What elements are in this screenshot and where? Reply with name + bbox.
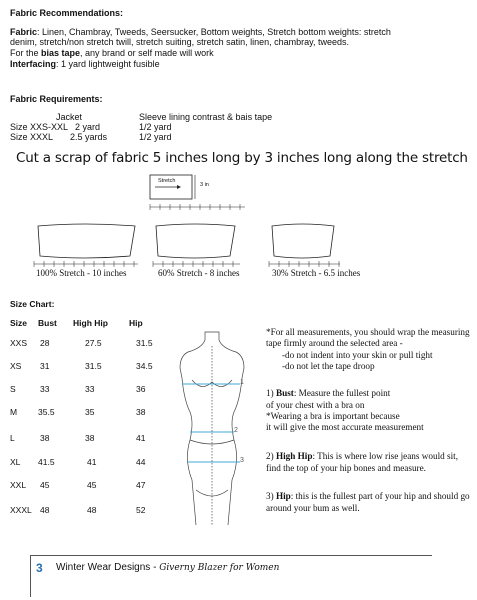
col-jacket: Jacket: [56, 112, 83, 122]
bias-pre: For the: [10, 48, 42, 58]
size-chart-heading: Size Chart:: [10, 299, 55, 309]
req-row-lining: 1/2 yard: [139, 132, 172, 142]
hip-cell: 44: [136, 457, 146, 467]
req-row-jacket: 2.5 yards: [70, 132, 108, 142]
stretched-swatch: [272, 224, 334, 258]
size-cell: XXXL: [10, 505, 32, 515]
stretch-arrowhead: [177, 185, 181, 189]
dress-form-illustration: [168, 330, 258, 530]
instructions-intro-4: -do not let the tape droop: [282, 361, 375, 371]
highhip-instruction: [266, 451, 458, 462]
hip-cell: 38: [136, 407, 146, 417]
fabric-label: Fabric: [10, 27, 38, 37]
highhip-cell: 33: [85, 384, 95, 394]
highhip-instruction-2: find the top of your hip bones and measure.: [266, 463, 426, 473]
hip-cell: 34.5: [136, 361, 153, 371]
bust-cell: 31: [40, 361, 50, 371]
footer-brand-text: Winter Wear Designs -: [56, 562, 160, 573]
stretch-100-diagram: [30, 222, 145, 270]
bias-post: , any brand or self made will work: [80, 48, 214, 58]
highhip-cell: 41: [87, 457, 97, 467]
label-bust-marker: 1: [240, 379, 244, 386]
interfacing-label: Interfacing: [10, 59, 57, 69]
highhip-label: High Hip: [275, 451, 313, 461]
hip-cell: 41: [136, 433, 146, 443]
footer-brand: [56, 562, 279, 573]
stretch-result-30: 30% Stretch - 6.5 inches: [272, 268, 361, 278]
hip-label: Hip: [275, 491, 291, 501]
bust-cell: 45: [40, 480, 50, 490]
instructions-intro: *For all measurements, you should wrap the measuring: [266, 327, 470, 337]
highhip-num: 2): [266, 451, 276, 461]
col-lining: Sleeve lining contrast & bais tape: [139, 112, 273, 122]
req-row-size: Size XXXL: [10, 132, 54, 142]
bust-cell: 33: [40, 384, 50, 394]
footer-rule: [30, 555, 432, 556]
interfacing-line: [10, 59, 160, 70]
fabric-requirements-heading: Fabric Requirements:: [10, 94, 103, 104]
hip-cell: 52: [136, 505, 146, 515]
bust-cell: 28: [40, 338, 50, 348]
bust-instruction-3: *Wearing a bra is important because: [266, 411, 400, 421]
hip-col-header: Hip: [129, 318, 143, 328]
hip-num: 3): [266, 491, 276, 501]
req-row-jacket: 2 yard: [75, 122, 101, 132]
bust-cell: 41.5: [38, 457, 55, 467]
bust-text: : Measure the fullest point: [293, 388, 391, 398]
stretched-swatch: [38, 224, 135, 258]
stretched-swatch: [156, 224, 235, 258]
size-cell: XXS: [10, 338, 28, 348]
size-col-header: Size: [10, 318, 28, 328]
req-row-size: Size XXS-XXL: [10, 122, 69, 132]
highhip-text: : This is where low rise jeans would sit,: [312, 451, 459, 461]
bust-instruction-4: it will give the most accurate measurement: [266, 422, 424, 432]
label-hip-marker: 3: [240, 457, 244, 464]
highhip-cell: 35: [85, 407, 95, 417]
swatch-stretch-label: Stretch: [158, 178, 176, 184]
fabric-line-2: denim, stretch/non stretch twill, stretch suiting, stretch satin, linen, chambray, tweeds.: [10, 37, 349, 47]
size-cell: M: [10, 407, 18, 417]
stretch-test-title: Cut a scrap of fabric 5 inches long by 3 inches long along the stretch: [16, 150, 468, 166]
hip-instruction: [266, 491, 470, 502]
bust-cell: 35.5: [38, 407, 55, 417]
highhip-cell: 45: [87, 480, 97, 490]
bust-instruction: [266, 388, 390, 399]
highhip-cell: 48: [87, 505, 97, 515]
highhip-col-header: High Hip: [73, 318, 108, 328]
swatch-dim-label: 3 in: [200, 182, 209, 188]
fabric-recommendations-heading: Fabric Recommendations:: [10, 8, 124, 18]
interfacing-text: : 1 yard lightweight fusible: [56, 59, 160, 69]
stretch-result-100: 100% Stretch - 10 inches: [36, 268, 127, 278]
size-cell: XS: [10, 361, 22, 371]
instructions-intro-2: tape firmly around the selected area -: [266, 338, 403, 348]
hip-cell: 31.5: [136, 338, 153, 348]
hip-text: : this is the fullest part of your hip and should go: [290, 491, 470, 501]
instructions-intro-3: -do not indent into your skin or pull tight: [282, 350, 433, 360]
bust-cell: 38: [40, 433, 50, 443]
highhip-cell: 38: [85, 433, 95, 443]
hip-cell: 36: [136, 384, 146, 394]
stretch-30-diagram: [266, 222, 346, 270]
bias-tape-line: [10, 48, 214, 59]
fabric-line: [10, 27, 475, 38]
footer-pattern-name: Giverny Blazer for Women: [159, 563, 280, 573]
bias-label: bias tape: [41, 48, 81, 58]
highhip-cell: 27.5: [85, 338, 102, 348]
stretch-result-60: 60% Stretch - 8 inches: [158, 268, 240, 278]
size-cell: XL: [10, 457, 21, 467]
hip-instruction-2: around your bum as well.: [266, 503, 360, 513]
fabric-text: : Linen, Chambray, Tweeds, Seersucker, Bottom weights, Stretch bottom weights: stretch: [37, 27, 391, 37]
stretch-60-diagram: [150, 222, 245, 270]
bust-instruction-2: of your chest with a bra on: [266, 400, 365, 410]
bust-num: 1): [266, 388, 276, 398]
size-cell: L: [10, 433, 15, 443]
bust-cell: 48: [40, 505, 50, 515]
size-cell: XXL: [10, 480, 27, 490]
bust-label: Bust: [275, 388, 294, 398]
bust-col-header: Bust: [38, 318, 57, 328]
measure-lines: [182, 384, 240, 462]
size-cell: S: [10, 384, 16, 394]
page-number: 3: [36, 561, 43, 575]
label-highhip-marker: 2: [234, 427, 238, 434]
hip-cell: 47: [136, 480, 146, 490]
footer-vrule: [30, 555, 31, 597]
req-row-lining: 1/2 yard: [139, 122, 172, 132]
highhip-cell: 31.5: [85, 361, 102, 371]
